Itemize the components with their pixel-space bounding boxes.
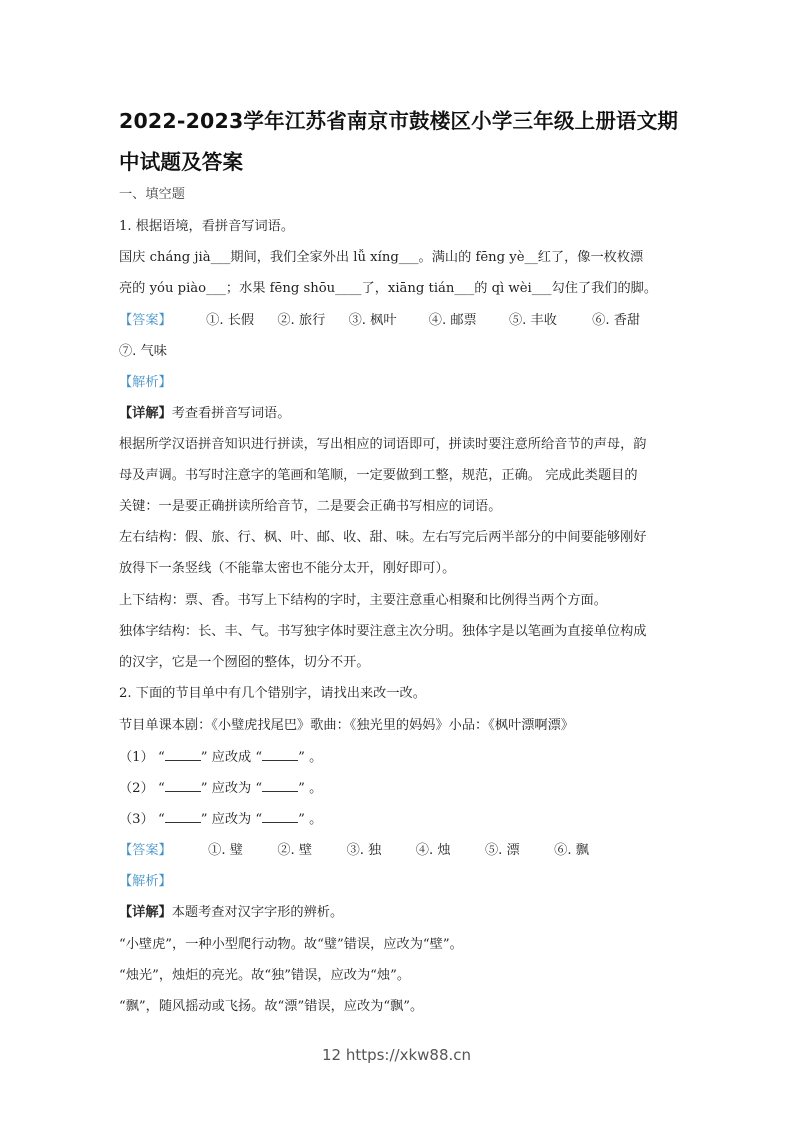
q2-item-1 bbox=[119, 748, 322, 767]
item-number: （2） bbox=[119, 781, 154, 796]
q1-detail-text: 考查看拼音写词语。 bbox=[171, 406, 291, 421]
answer-tag: 【答案】 bbox=[119, 843, 172, 858]
q1-answer-7: ⑦. 气味 bbox=[119, 344, 167, 359]
answer-blank[interactable] bbox=[262, 779, 298, 792]
detail-tag: 【详解】 bbox=[119, 905, 172, 920]
q1-para4-line-2: 的汉字，它是一个囫囵的整体，切分不开。 bbox=[119, 655, 370, 670]
document-title-line-1: 2022-2023学年江苏省南京市鼓楼区小学三年级上册语文期 bbox=[119, 109, 679, 133]
answer-blank[interactable] bbox=[262, 748, 298, 761]
item-text: ” 应改为 “ bbox=[200, 781, 263, 796]
q2-detail-text: 本题考查对汉字字形的辨析。 bbox=[171, 905, 344, 920]
q2-explanation-2: “烛光”，烛炬的亮光。故“独”错误，应改为“烛”。 bbox=[119, 968, 411, 983]
answer-blank[interactable] bbox=[165, 748, 201, 761]
q2-answer-2: ②. 壁 bbox=[277, 843, 313, 858]
q1-para3: 上下结构：票、香。书写上下结构的字时，主要注意重心相聚和比例得当两个方面。 bbox=[119, 593, 607, 608]
item-text: ” 应改为 “ bbox=[200, 812, 263, 827]
q1-para1-line-1: 根据所学汉语拼音知识进行拼读，写出相应的词语即可，拼读时要注意所给音节的声母，韵 bbox=[119, 437, 647, 452]
answer-blank[interactable] bbox=[165, 779, 201, 792]
q2-detail bbox=[119, 904, 343, 922]
q2-answer-4: ④. 烛 bbox=[415, 843, 451, 858]
item-number: （3） bbox=[119, 812, 154, 827]
q2-program: 节目单课本剧：《小璧虎找尾巴》歌曲：《独光里的妈妈》小品：《枫叶漂啊漂》 bbox=[119, 718, 574, 733]
q1-answer-2: ②. 旅行 bbox=[277, 313, 326, 328]
open-quote: “ bbox=[157, 750, 165, 765]
q1-detail bbox=[119, 405, 290, 423]
q1-para1-line-3: 关键：一是要正确拼读所给音节，二是要会正确书写相应的词语。 bbox=[119, 499, 502, 514]
q2-answer-1: ①. 璧 bbox=[208, 843, 243, 858]
open-quote: “ bbox=[157, 781, 165, 796]
q1-text-line-1: 国庆 cháng jià___期间，我们全家外出 lǚ xíng___。满山的 fēng yè__红了，像一枚枚漂 bbox=[119, 250, 644, 265]
document-title-line-2: 中试题及答案 bbox=[119, 150, 244, 174]
item-text: ” 应改成 “ bbox=[200, 750, 263, 765]
q2-explanation-3: “飘”，随风摇动或飞扬。故“漂”错误，应改为“飘”。 bbox=[119, 999, 424, 1014]
answer-tag: 【答案】 bbox=[119, 313, 172, 328]
detail-tag: 【详解】 bbox=[119, 406, 172, 421]
close-quote: ” 。 bbox=[298, 812, 323, 827]
q1-answer-3: ③. 枫叶 bbox=[348, 313, 397, 328]
q1-para4-line-1: 独体字结构：长、丰、气。书写独字体时要注意主次分明。独体字是以笔画为直接单位构成 bbox=[119, 624, 647, 639]
q2-answer-6: ⑥. 飘 bbox=[554, 843, 589, 858]
close-quote: ” 。 bbox=[298, 781, 323, 796]
q2-answer-5: ⑤. 漂 bbox=[484, 843, 520, 858]
page-footer: 12 https://xkw88.cn bbox=[321, 1046, 472, 1064]
q2-answer-3: ③. 独 bbox=[346, 843, 382, 858]
q1-para2-line-2: 放得下一条竖线（不能靠太密也不能分太开，刚好即可）。 bbox=[119, 561, 456, 576]
q2-item-2 bbox=[119, 779, 322, 798]
q1-para1-line-2: 母及声调。书写时注意字的笔画和笔顺，一定要做到工整，规范，正确。 完成此类题目的 bbox=[119, 468, 638, 483]
close-quote: ” 。 bbox=[298, 750, 323, 765]
answer-blank[interactable] bbox=[262, 810, 298, 823]
q1-answer-6: ⑥. 香甜 bbox=[592, 313, 641, 328]
q1-answer-5: ⑤. 丰收 bbox=[508, 313, 557, 328]
q1-answer-4: ④. 邮票 bbox=[428, 313, 477, 328]
q2-explanation-1: “小壁虎”，一种小型爬行动物。故“璧”错误，应改为“壁”。 bbox=[119, 937, 463, 952]
item-number: （1） bbox=[119, 750, 154, 765]
q2-analysis-tag: 【解析】 bbox=[119, 874, 172, 889]
q1-answer-row bbox=[119, 312, 640, 330]
q2-prompt: 2. 下面的节目单中有几个错别字，请找出来改一改。 bbox=[119, 686, 426, 701]
section-heading: 一、填空题 bbox=[119, 187, 185, 202]
q1-text-line-2: 亮的 yóu piào___；水果 fēng shōu____了，xiāng tián___的 qì wèi___勾住了我们的脚。 bbox=[119, 281, 658, 296]
q1-para2-line-1: 左右结构：假、旅、行、枫、叶、邮、收、甜、味。左右写完后两半部分的中间要能够刚好 bbox=[119, 530, 647, 545]
q1-answer-1: ①. 长假 bbox=[206, 313, 255, 328]
answer-blank[interactable] bbox=[165, 810, 201, 823]
open-quote: “ bbox=[157, 812, 165, 827]
q2-item-3 bbox=[119, 810, 322, 829]
q2-answer-row bbox=[119, 842, 589, 860]
q1-prompt: 1. 根据语境，看拼音写词语。 bbox=[119, 219, 295, 234]
q1-analysis-tag: 【解析】 bbox=[119, 375, 172, 390]
